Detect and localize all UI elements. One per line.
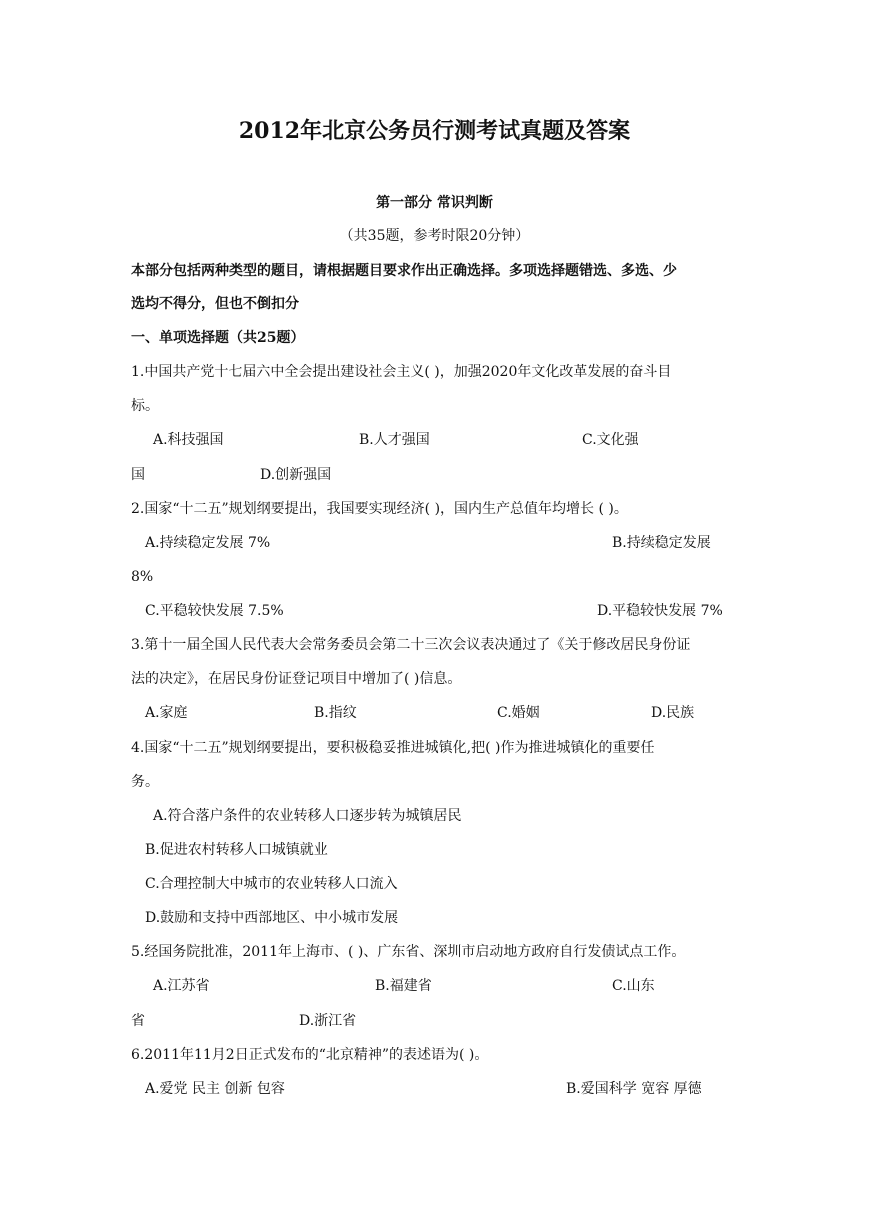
- question-5-option-c: C.山东: [612, 978, 655, 994]
- question-2-option-a: A.持续稳定发展 7%: [145, 535, 271, 551]
- question-1-stem-line-2: 标。: [131, 398, 159, 414]
- question-4-option-a: A.符合落户条件的农业转移人口逐步转为城镇居民: [153, 808, 462, 824]
- question-4-stem-line-2: 务。: [131, 774, 159, 790]
- question-2-option-d: D.平稳较快发展 7%: [597, 603, 723, 619]
- question-6-stem: 6.2011年11月2日正式发布的“北京精神”的表述语为( )。: [131, 1047, 489, 1063]
- part-note: （共35题，参考时限20分钟）: [339, 228, 530, 244]
- instructions-line-1: 本部分包括两种类型的题目，请根据题目要求作出正确选择。多项选择题错选、多选、少: [131, 263, 677, 279]
- document-title: 2012年北京公务员行测考试真题及答案: [238, 118, 631, 144]
- question-3-option-d: D.民族: [651, 705, 695, 721]
- question-4-option-c: C.合理控制大中城市的农业转移人口流入: [145, 876, 398, 892]
- question-5-option-c-continued: 省: [131, 1013, 145, 1029]
- question-5-option-d: D.浙江省: [299, 1013, 357, 1029]
- instructions-line-2: 选均不得分，但也不倒扣分: [131, 296, 299, 312]
- question-2-option-c: C.平稳较快发展 7.5%: [145, 603, 284, 619]
- question-5-option-b: B.福建省: [375, 978, 432, 994]
- question-3-stem-line-1: 3.第十一届全国人民代表大会常务委员会第二十三次会议表决通过了《关于修改居民身份证: [131, 637, 691, 653]
- question-5-stem: 5.经国务院批准，2011年上海市、( )、广东省、深圳市启动地方政府自行发债试点工作。: [131, 944, 686, 960]
- part-title: 第一部分 常识判断: [376, 195, 493, 211]
- question-1-option-b: B.人才强国: [359, 432, 430, 448]
- question-4-option-b: B.促进农村转移人口城镇就业: [145, 842, 328, 858]
- question-3-option-b: B.指纹: [314, 705, 357, 721]
- question-2-option-b: B.持续稳定发展: [612, 535, 711, 551]
- question-4-option-d: D.鼓励和支持中西部地区、中小城市发展: [145, 910, 399, 926]
- question-1-stem-line-1: 1.中国共产党十七届六中全会提出建设社会主义( )，加强2020年文化改革发展的奋斗目: [131, 364, 672, 380]
- question-1-option-a: A.科技强国: [153, 432, 224, 448]
- question-1-option-d: D.创新强国: [260, 467, 332, 483]
- question-5-option-a: A.江苏省: [153, 978, 210, 994]
- question-3-option-c: C.婚姻: [497, 705, 540, 721]
- question-3-stem-line-2: 法的决定》，在居民身份证登记项目中增加了( )信息。: [131, 671, 462, 687]
- question-2-option-b-continued: 8%: [131, 569, 154, 585]
- question-6-option-b: B.爱国科学 宽容 厚德: [566, 1081, 702, 1097]
- question-3-option-a: A.家庭: [145, 705, 188, 721]
- question-4-stem-line-1: 4.国家“十二五”规划纲要提出，要积极稳妥推进城镇化,把( )作为推进城镇化的重要任: [131, 740, 655, 756]
- question-6-option-a: A.爱党 民主 创新 包容: [145, 1081, 285, 1097]
- question-1-option-c: C.文化强: [582, 432, 639, 448]
- section-heading: 一、单项选择题（共25题）: [131, 330, 305, 346]
- question-1-option-c-continued: 国: [131, 467, 145, 483]
- question-2-stem: 2.国家“十二五”规划纲要提出，我国要实现经济( )，国内生产总值年均增长 ( )。: [131, 501, 628, 517]
